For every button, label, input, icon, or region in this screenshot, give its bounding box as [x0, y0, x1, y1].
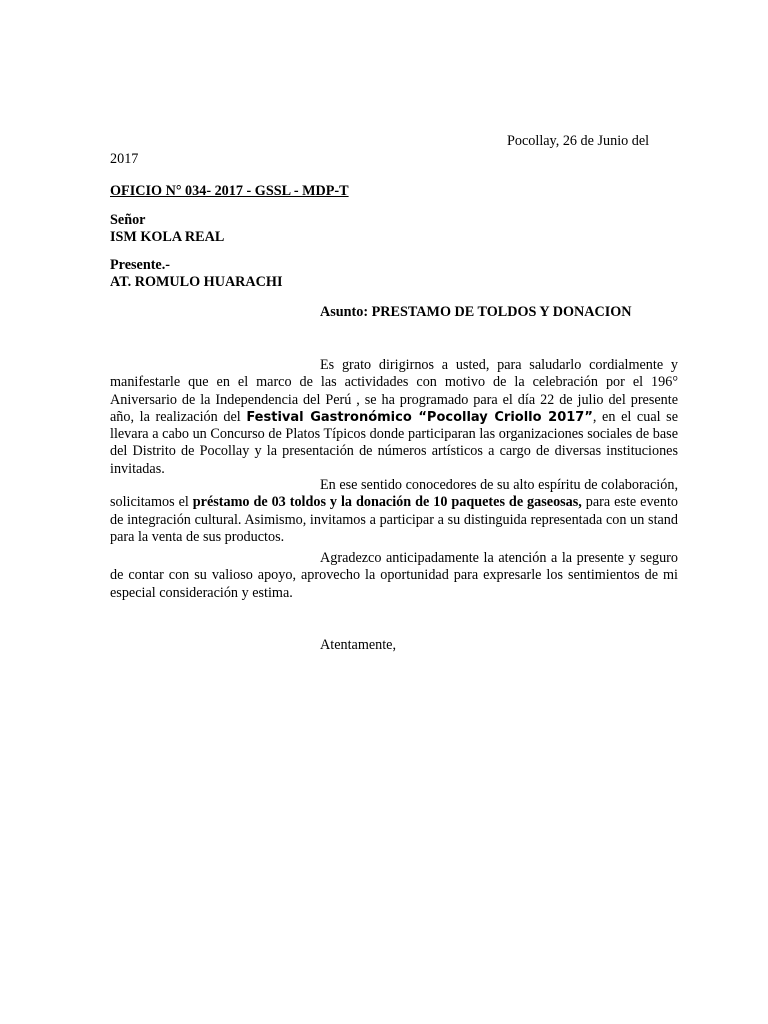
presente-label: Presente.- [110, 257, 171, 273]
date-line: Pocollay, 26 de Junio del [507, 133, 650, 149]
attention-line: AT. ROMULO HUARACHI [110, 274, 283, 290]
paragraph-1 [110, 357, 678, 478]
closing: Atentamente, [320, 637, 397, 653]
paragraph-2-request: préstamo de 03 toldos y la donación de 10 paquetes de gaseosas, [192, 494, 582, 511]
salutation: Señor [110, 212, 146, 228]
paragraph-2-text-c: para este evento de integración cultural. Asimismo, invitamos a participar a su distinguida representada con un stand para la venta de sus productos. [110, 494, 678, 545]
paragraph-1-event-name: Festival Gastronómico “Pocollay Criollo 2017” [246, 409, 593, 425]
paragraph-1-text-a: Es grato dirigirnos a usted, para saludarlo cordialmente y manifestarle que en el marco de las actividades con motivo de la celebración por el 196° Aniversario de la Independencia del Perú , se ha programado para el día 22 de julio del presente año, la realización del [110, 357, 678, 425]
paragraph-2-text-a: En ese sentido conocedores de su alto espíritu de colaboración, solicitamos el [110, 477, 678, 511]
paragraph-2 [110, 477, 678, 546]
oficio-number: OFICIO N° 034- 2017 - GSSL - MDP-T [110, 183, 349, 199]
paragraph-1-text-c: , en el cual se llevara a cabo un Concurso de Platos Típicos donde participaran las organizaciones sociales de base del Distrito de Pocollay y la presentación de números artísticos a cargo de diversas instituciones invitadas. [110, 408, 679, 477]
recipient-name: ISM KOLA REAL [110, 229, 225, 245]
date-year: 2017 [110, 151, 139, 167]
subject-line: Asunto: PRESTAMO DE TOLDOS Y DONACION [320, 304, 632, 320]
paragraph-3: Agradezco anticipadamente la atención a la presente y seguro de contar con su valioso apoyo, aprovecho la oportunidad para expresarle los sentimientos de mi especial consideración y estima. [110, 550, 678, 601]
